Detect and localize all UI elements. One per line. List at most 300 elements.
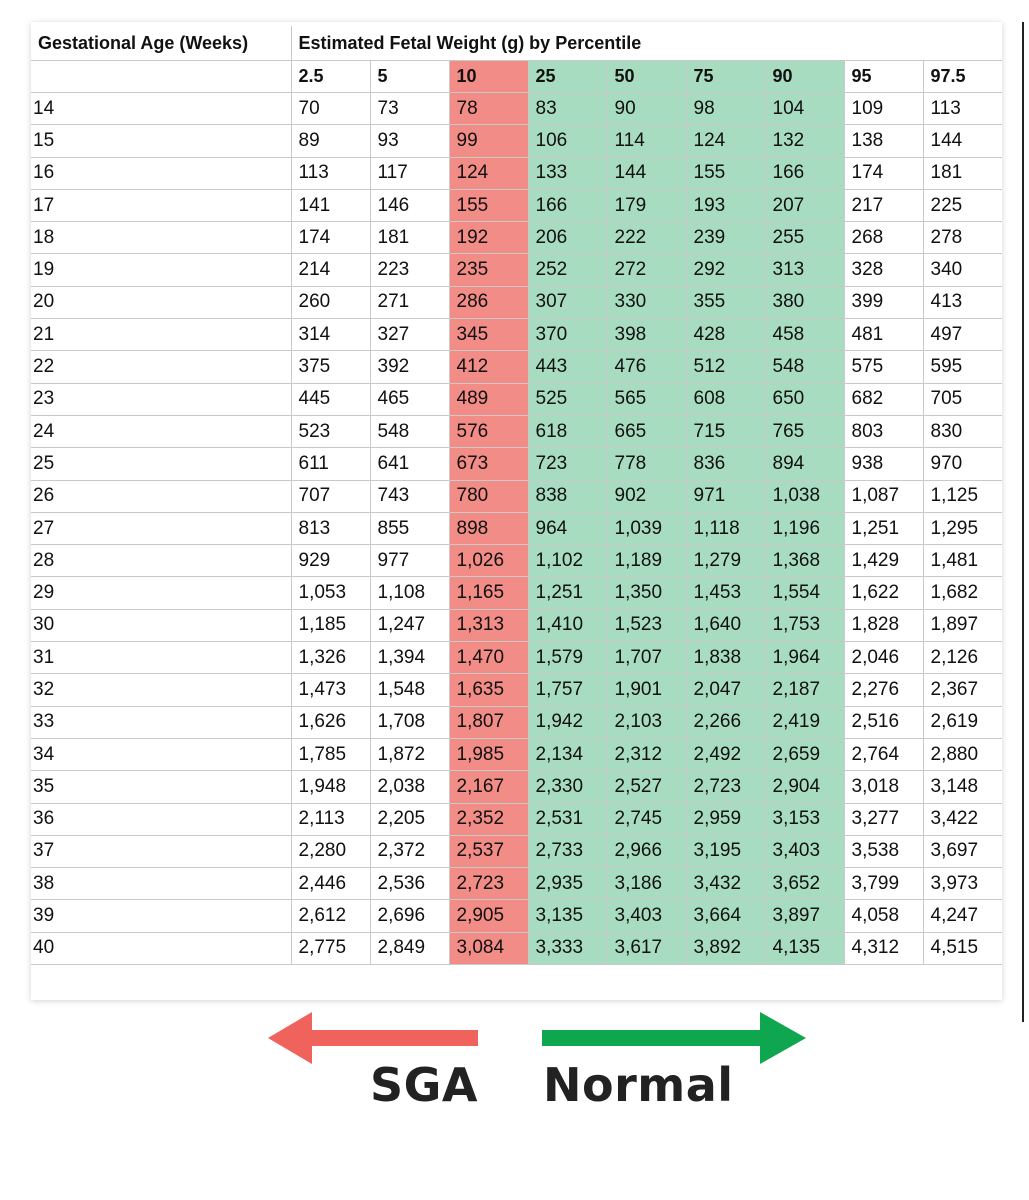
weight-cell: 1,757 [528, 674, 607, 706]
gestational-week-cell: 34 [31, 738, 291, 770]
weight-cell: 3,973 [923, 868, 1002, 900]
weight-cell: 715 [686, 415, 765, 447]
weight-cell: 109 [844, 93, 923, 125]
weight-cell: 1,901 [607, 674, 686, 706]
table-row [31, 189, 1002, 221]
gestational-week-cell: 22 [31, 351, 291, 383]
weight-cell: 1,948 [291, 771, 370, 803]
weight-cell: 723 [528, 448, 607, 480]
weight-cell: 271 [370, 286, 449, 318]
weight-cell: 595 [923, 351, 1002, 383]
age-column-header-spacer [31, 61, 291, 93]
weight-cell: 445 [291, 383, 370, 415]
weight-cell: 1,189 [607, 545, 686, 577]
weight-cell: 327 [370, 319, 449, 351]
weight-cell: 78 [449, 93, 528, 125]
gestational-week-cell: 37 [31, 835, 291, 867]
weight-cell: 392 [370, 351, 449, 383]
weight-cell: 1,838 [686, 642, 765, 674]
weight-cell: 1,247 [370, 609, 449, 641]
weight-cell: 166 [528, 189, 607, 221]
weight-cell: 855 [370, 512, 449, 544]
table-row [31, 351, 1002, 383]
weight-cell: 1,807 [449, 706, 528, 738]
weight-cell: 2,352 [449, 803, 528, 835]
weight-cell: 222 [607, 222, 686, 254]
weight-cell: 146 [370, 189, 449, 221]
weight-cell: 272 [607, 254, 686, 286]
weight-cell: 1,785 [291, 738, 370, 770]
weight-cell: 141 [291, 189, 370, 221]
weight-cell: 2,187 [765, 674, 844, 706]
weight-cell: 1,295 [923, 512, 1002, 544]
table-row [31, 803, 1002, 835]
weight-cell: 458 [765, 319, 844, 351]
gestational-week-cell: 38 [31, 868, 291, 900]
table-body [31, 93, 1002, 965]
weight-cell: 2,372 [370, 835, 449, 867]
gestational-week-cell: 33 [31, 706, 291, 738]
weight-cell: 307 [528, 286, 607, 318]
weight-cell: 1,102 [528, 545, 607, 577]
weight-cell: 3,018 [844, 771, 923, 803]
weight-cell: 3,195 [686, 835, 765, 867]
table-row [31, 674, 1002, 706]
normal-label: Normal [543, 1058, 734, 1112]
page-edge-divider [1022, 22, 1024, 1022]
weight-cell: 174 [844, 157, 923, 189]
weight-cell: 548 [370, 415, 449, 447]
weight-cell: 239 [686, 222, 765, 254]
weight-cell: 2,046 [844, 642, 923, 674]
weight-cell: 2,619 [923, 706, 1002, 738]
table-row [31, 868, 1002, 900]
weight-cell: 340 [923, 254, 1002, 286]
table-row [31, 512, 1002, 544]
gestational-week-cell: 40 [31, 932, 291, 964]
table-row [31, 738, 1002, 770]
weight-cell: 2,276 [844, 674, 923, 706]
weight-cell: 3,186 [607, 868, 686, 900]
weight-cell: 206 [528, 222, 607, 254]
legend [0, 1000, 1029, 1200]
weight-cell: 4,515 [923, 932, 1002, 964]
weight-cell: 971 [686, 480, 765, 512]
weight-cell: 1,753 [765, 609, 844, 641]
weight-cell: 380 [765, 286, 844, 318]
weight-cell: 512 [686, 351, 765, 383]
weight-cell: 278 [923, 222, 1002, 254]
percentile-header: 50 [607, 61, 686, 93]
gestational-week-cell: 28 [31, 545, 291, 577]
weight-cell: 2,280 [291, 835, 370, 867]
gestational-week-cell: 39 [31, 900, 291, 932]
sga-label: SGA [370, 1058, 478, 1112]
gestational-week-cell: 30 [31, 609, 291, 641]
weight-cell: 1,523 [607, 609, 686, 641]
weight-cell: 780 [449, 480, 528, 512]
weight-cell: 98 [686, 93, 765, 125]
weight-cell: 399 [844, 286, 923, 318]
weight-table-card [31, 22, 1002, 1000]
weight-cell: 132 [765, 125, 844, 157]
weight-cell: 765 [765, 415, 844, 447]
table-row [31, 319, 1002, 351]
weight-cell: 1,554 [765, 577, 844, 609]
table-row [31, 771, 1002, 803]
weight-cell: 489 [449, 383, 528, 415]
weight-cell: 412 [449, 351, 528, 383]
table-row [31, 286, 1002, 318]
gestational-week-cell: 35 [31, 771, 291, 803]
weight-cell: 2,134 [528, 738, 607, 770]
weight-cell: 4,312 [844, 932, 923, 964]
weight-cell: 1,165 [449, 577, 528, 609]
percentile-header: 10 [449, 61, 528, 93]
weight-cell: 743 [370, 480, 449, 512]
weight-cell: 3,148 [923, 771, 1002, 803]
percentile-header: 25 [528, 61, 607, 93]
weight-cell: 144 [923, 125, 1002, 157]
weight-cell: 292 [686, 254, 765, 286]
weight-cell: 465 [370, 383, 449, 415]
weight-cell: 1,394 [370, 642, 449, 674]
weight-cell: 192 [449, 222, 528, 254]
weight-cell: 894 [765, 448, 844, 480]
weight-cell: 2,330 [528, 771, 607, 803]
weight-cell: 413 [923, 286, 1002, 318]
gestational-week-cell: 21 [31, 319, 291, 351]
weight-cell: 90 [607, 93, 686, 125]
weight-cell: 1,985 [449, 738, 528, 770]
weight-cell: 3,652 [765, 868, 844, 900]
percentile-header: 90 [765, 61, 844, 93]
table-row [31, 642, 1002, 674]
weight-cell: 1,350 [607, 577, 686, 609]
percentile-header: 97.5 [923, 61, 1002, 93]
weight-cell: 682 [844, 383, 923, 415]
weight-cell: 707 [291, 480, 370, 512]
weight-cell: 1,196 [765, 512, 844, 544]
weight-cell: 2,849 [370, 932, 449, 964]
weight-cell: 3,538 [844, 835, 923, 867]
table-row [31, 545, 1002, 577]
gestational-week-cell: 16 [31, 157, 291, 189]
weight-cell: 114 [607, 125, 686, 157]
weight-cell: 3,135 [528, 900, 607, 932]
weight-cell: 838 [528, 480, 607, 512]
weight-cell: 1,251 [528, 577, 607, 609]
weight-cell: 1,026 [449, 545, 528, 577]
gestational-week-cell: 36 [31, 803, 291, 835]
weight-cell: 3,422 [923, 803, 1002, 835]
weight-cell: 106 [528, 125, 607, 157]
weight-cell: 3,277 [844, 803, 923, 835]
weight-cell: 3,617 [607, 932, 686, 964]
weight-cell: 1,410 [528, 609, 607, 641]
weight-cell: 1,368 [765, 545, 844, 577]
gestational-week-cell: 23 [31, 383, 291, 415]
weight-cell: 2,038 [370, 771, 449, 803]
weight-cell: 2,905 [449, 900, 528, 932]
weight-cell: 174 [291, 222, 370, 254]
weight-cell: 608 [686, 383, 765, 415]
weight-cell: 1,828 [844, 609, 923, 641]
weight-cell: 2,312 [607, 738, 686, 770]
weight-cell: 3,153 [765, 803, 844, 835]
gestational-week-cell: 24 [31, 415, 291, 447]
age-column-header: Gestational Age (Weeks) [31, 26, 291, 61]
weight-cell: 813 [291, 512, 370, 544]
weight-cell: 1,039 [607, 512, 686, 544]
table-row [31, 609, 1002, 641]
weight-cell: 803 [844, 415, 923, 447]
weight-cell: 223 [370, 254, 449, 286]
weight-cell: 179 [607, 189, 686, 221]
weight-cell: 252 [528, 254, 607, 286]
weight-cell: 83 [528, 93, 607, 125]
weight-cell: 1,872 [370, 738, 449, 770]
percentile-header: 95 [844, 61, 923, 93]
weight-cell: 2,266 [686, 706, 765, 738]
percentile-group-header: Estimated Fetal Weight (g) by Percentile [291, 26, 1002, 61]
weight-cell: 898 [449, 512, 528, 544]
weight-cell: 523 [291, 415, 370, 447]
weight-cell: 314 [291, 319, 370, 351]
weight-cell: 1,125 [923, 480, 1002, 512]
weight-cell: 255 [765, 222, 844, 254]
weight-cell: 1,897 [923, 609, 1002, 641]
weight-cell: 2,446 [291, 868, 370, 900]
weight-cell: 155 [686, 157, 765, 189]
weight-cell: 166 [765, 157, 844, 189]
table-row [31, 222, 1002, 254]
weight-cell: 1,470 [449, 642, 528, 674]
weight-cell: 2,723 [686, 771, 765, 803]
weight-cell: 4,247 [923, 900, 1002, 932]
weight-cell: 2,103 [607, 706, 686, 738]
weight-cell: 3,799 [844, 868, 923, 900]
weight-cell: 181 [370, 222, 449, 254]
weight-cell: 2,419 [765, 706, 844, 738]
weight-cell: 428 [686, 319, 765, 351]
gestational-week-cell: 31 [31, 642, 291, 674]
table-row [31, 932, 1002, 964]
gestational-week-cell: 14 [31, 93, 291, 125]
weight-cell: 1,682 [923, 577, 1002, 609]
table-row [31, 577, 1002, 609]
weight-cell: 89 [291, 125, 370, 157]
weight-cell: 1,185 [291, 609, 370, 641]
percentile-header: 2.5 [291, 61, 370, 93]
weight-cell: 1,622 [844, 577, 923, 609]
weight-cell: 2,966 [607, 835, 686, 867]
weight-cell: 1,038 [765, 480, 844, 512]
gestational-week-cell: 17 [31, 189, 291, 221]
weight-cell: 525 [528, 383, 607, 415]
weight-cell: 1,708 [370, 706, 449, 738]
weight-cell: 2,904 [765, 771, 844, 803]
weight-cell: 938 [844, 448, 923, 480]
weight-cell: 2,935 [528, 868, 607, 900]
gestational-week-cell: 29 [31, 577, 291, 609]
weight-cell: 286 [449, 286, 528, 318]
weight-cell: 1,707 [607, 642, 686, 674]
weight-cell: 977 [370, 545, 449, 577]
weight-cell: 4,135 [765, 932, 844, 964]
weight-cell: 313 [765, 254, 844, 286]
percentile-header: 5 [370, 61, 449, 93]
weight-cell: 328 [844, 254, 923, 286]
weight-cell: 970 [923, 448, 1002, 480]
weight-cell: 104 [765, 93, 844, 125]
weight-cell: 575 [844, 351, 923, 383]
weight-cell: 1,635 [449, 674, 528, 706]
gestational-week-cell: 18 [31, 222, 291, 254]
weight-cell: 2,959 [686, 803, 765, 835]
percentile-header: 75 [686, 61, 765, 93]
gestational-week-cell: 15 [31, 125, 291, 157]
gestational-week-cell: 32 [31, 674, 291, 706]
weight-cell: 93 [370, 125, 449, 157]
gestational-week-cell: 19 [31, 254, 291, 286]
weight-cell: 481 [844, 319, 923, 351]
table-row [31, 125, 1002, 157]
weight-cell: 1,087 [844, 480, 923, 512]
weight-cell: 1,279 [686, 545, 765, 577]
table-row [31, 383, 1002, 415]
weight-cell: 650 [765, 383, 844, 415]
weight-cell: 138 [844, 125, 923, 157]
weight-cell: 113 [923, 93, 1002, 125]
weight-cell: 705 [923, 383, 1002, 415]
weight-cell: 3,084 [449, 932, 528, 964]
weight-cell: 370 [528, 319, 607, 351]
weight-cell: 2,659 [765, 738, 844, 770]
table-row [31, 415, 1002, 447]
weight-cell: 144 [607, 157, 686, 189]
weight-cell: 2,745 [607, 803, 686, 835]
weight-cell: 1,481 [923, 545, 1002, 577]
weight-cell: 2,537 [449, 835, 528, 867]
table-row [31, 93, 1002, 125]
weight-cell: 214 [291, 254, 370, 286]
gestational-week-cell: 20 [31, 286, 291, 318]
weight-cell: 2,126 [923, 642, 1002, 674]
weight-cell: 235 [449, 254, 528, 286]
weight-cell: 225 [923, 189, 1002, 221]
weight-cell: 548 [765, 351, 844, 383]
weight-cell: 3,892 [686, 932, 765, 964]
weight-cell: 830 [923, 415, 1002, 447]
weight-cell: 155 [449, 189, 528, 221]
weight-cell: 113 [291, 157, 370, 189]
weight-cell: 345 [449, 319, 528, 351]
weight-cell: 2,531 [528, 803, 607, 835]
weight-cell: 1,548 [370, 674, 449, 706]
weight-cell: 2,880 [923, 738, 1002, 770]
weight-cell: 1,108 [370, 577, 449, 609]
weight-cell: 641 [370, 448, 449, 480]
weight-cell: 1,326 [291, 642, 370, 674]
weight-cell: 2,527 [607, 771, 686, 803]
weight-cell: 4,058 [844, 900, 923, 932]
weight-cell: 476 [607, 351, 686, 383]
weight-cell: 355 [686, 286, 765, 318]
weight-cell: 1,453 [686, 577, 765, 609]
table-row [31, 448, 1002, 480]
table-row [31, 254, 1002, 286]
gestational-week-cell: 27 [31, 512, 291, 544]
weight-cell: 2,113 [291, 803, 370, 835]
header-row-group [31, 26, 1002, 61]
weight-cell: 902 [607, 480, 686, 512]
weight-cell: 124 [686, 125, 765, 157]
weight-cell: 576 [449, 415, 528, 447]
gestational-week-cell: 25 [31, 448, 291, 480]
weight-cell: 1,251 [844, 512, 923, 544]
weight-cell: 929 [291, 545, 370, 577]
header-row-percentiles [31, 61, 1002, 93]
weight-cell: 3,333 [528, 932, 607, 964]
weight-cell: 1,313 [449, 609, 528, 641]
weight-cell: 2,047 [686, 674, 765, 706]
weight-cell: 2,612 [291, 900, 370, 932]
weight-cell: 2,733 [528, 835, 607, 867]
weight-cell: 181 [923, 157, 1002, 189]
weight-cell: 268 [844, 222, 923, 254]
weight-cell: 207 [765, 189, 844, 221]
weight-cell: 1,964 [765, 642, 844, 674]
weight-cell: 398 [607, 319, 686, 351]
weight-cell: 2,516 [844, 706, 923, 738]
weight-cell: 133 [528, 157, 607, 189]
weight-cell: 673 [449, 448, 528, 480]
weight-cell: 260 [291, 286, 370, 318]
weight-cell: 1,118 [686, 512, 765, 544]
weight-cell: 2,764 [844, 738, 923, 770]
weight-cell: 1,942 [528, 706, 607, 738]
weight-cell: 3,403 [765, 835, 844, 867]
weight-cell: 3,664 [686, 900, 765, 932]
weight-cell: 2,205 [370, 803, 449, 835]
gestational-week-cell: 26 [31, 480, 291, 512]
weight-cell: 2,723 [449, 868, 528, 900]
weight-cell: 375 [291, 351, 370, 383]
weight-cell: 1,579 [528, 642, 607, 674]
weight-cell: 2,167 [449, 771, 528, 803]
weight-cell: 70 [291, 93, 370, 125]
weight-cell: 330 [607, 286, 686, 318]
weight-cell: 497 [923, 319, 1002, 351]
weight-cell: 778 [607, 448, 686, 480]
table-row [31, 157, 1002, 189]
weight-cell: 2,775 [291, 932, 370, 964]
table-row [31, 835, 1002, 867]
weight-cell: 1,640 [686, 609, 765, 641]
weight-cell: 964 [528, 512, 607, 544]
weight-cell: 3,432 [686, 868, 765, 900]
weight-cell: 217 [844, 189, 923, 221]
weight-cell: 665 [607, 415, 686, 447]
table-row [31, 900, 1002, 932]
weight-cell: 1,473 [291, 674, 370, 706]
weight-cell: 99 [449, 125, 528, 157]
weight-cell: 836 [686, 448, 765, 480]
weight-cell: 124 [449, 157, 528, 189]
weight-cell: 2,696 [370, 900, 449, 932]
weight-cell: 73 [370, 93, 449, 125]
